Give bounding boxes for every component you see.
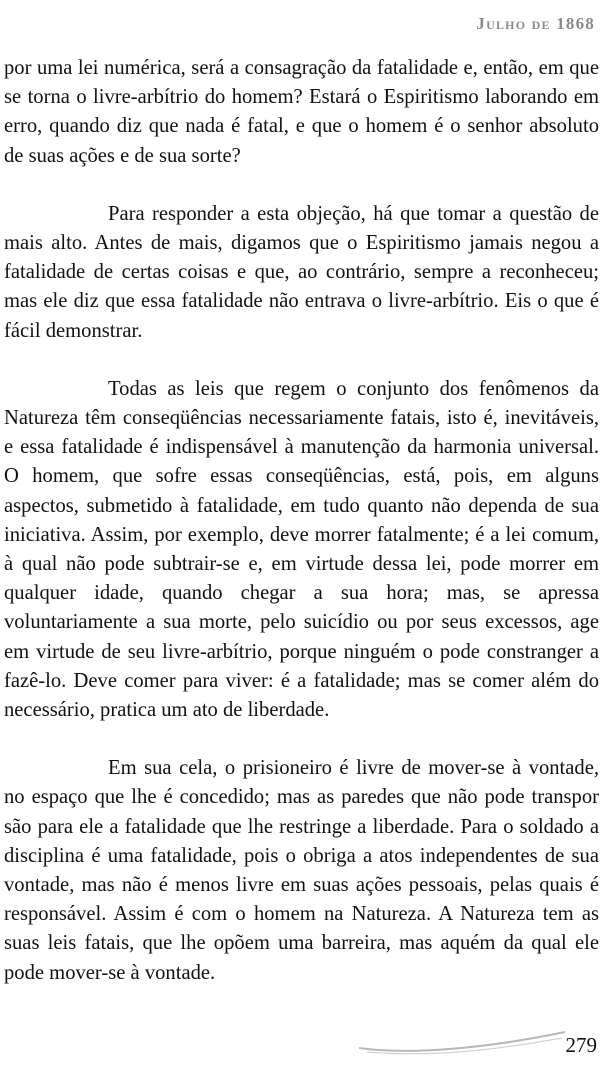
page-number: 279 [565, 1033, 597, 1057]
running-header: Julho de 1868 [476, 14, 595, 33]
decorative-swoosh [357, 1026, 567, 1056]
page-body [4, 54, 599, 1017]
paragraph-2: Para responder a esta objeção, há que tomar a questão de mais alto. Antes de mais, digamos que o Espiritismo jamais negou a fatalidade de certas coisas e que, ao contrário, sempre a reconheceu; mas ele diz que essa fatalidade não entrava o livre-arbítrio. Eis o que é fácil demonstrar. [4, 202, 599, 342]
paragraph-1: por uma lei numérica, será a consagração da fatalidade e, então, em que se torna o livre-arbítrio do homem? Estará o Espiritismo laborando em erro, quando diz que nada é fatal, e que o homem é o senhor absoluto de suas ações e de sua sorte? [4, 57, 599, 167]
paragraph-4: Em sua cela, o prisioneiro é livre de mover-se à vontade, no espaço que lhe é concedido; mas as paredes que não pode transpor são para ele a fatalidade que lhe restringe a liberdade. Para o soldado a disciplina é uma fatalidade, pois o obriga a atos independentes de sua vontade, mas não é menos livre em suas ações pessoais, pelas quais é responsável. Assim é com o homem na Natureza. A Natureza tem as suas leis fatais, que lhe opõem uma barreira, mas aquém da qual ele pode mover-se à vontade. [4, 757, 599, 984]
paragraph-3: Todas as leis que regem o conjunto dos fenômenos da Natureza têm conseqüências necessariamente fatais, isto é, inevitáveis, e essa fatalidade é indispensável à manutenção da harmonia universal. O homem, que sofre essas conseqüências, está, pois, em alguns aspectos, submetido à fatalidade, em tudo quanto não dependa de sua iniciativa. Assim, por exemplo, deve morrer fatalmente; é a lei comum, à qual não pode subtrair-se e, em virtude dessa lei, pode morrer em qualquer idade, quando chegar a sua hora; mas, se apressa voluntariamente a sua morte, pelo suicídio ou por seus excessos, age em virtude de seu livre-arbítrio, porque ninguém o pode constranger a fazê-lo. Deve comer para viver: é a fatalidade; mas se comer além do necessário, pratica um ato de liberdade. [4, 377, 599, 722]
